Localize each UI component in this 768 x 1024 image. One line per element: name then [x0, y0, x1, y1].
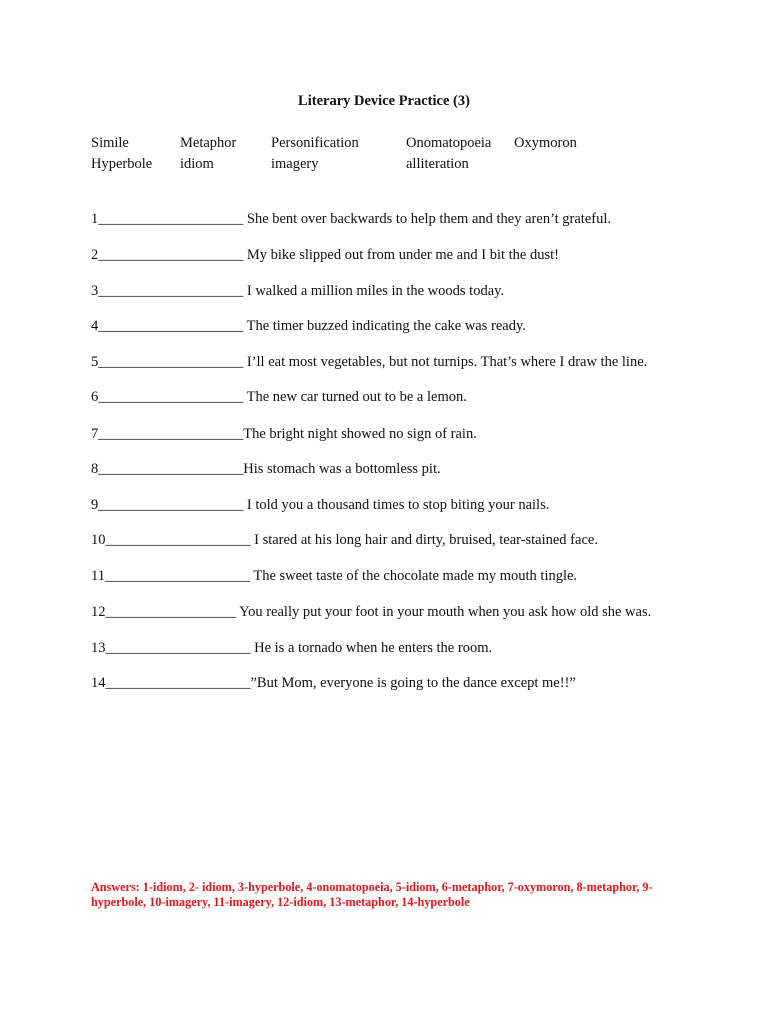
answer-blank: ____________________ [98, 389, 244, 405]
question-text: My bike slipped out from under me and I bit the dust! [243, 247, 559, 263]
question-text: The new car turned out to be a lemon. [243, 389, 467, 405]
question-item [91, 532, 598, 549]
answer-blank: ____________________ [105, 675, 251, 691]
term-metaphor: Metaphor [180, 135, 237, 151]
question-number: 6 [91, 389, 99, 405]
term-onomatopoeia: Onomatopoeia [406, 135, 492, 151]
question-item [91, 211, 611, 228]
answer-blank: ____________________ [98, 211, 244, 227]
question-item [91, 426, 477, 443]
question-text: The bright night showed no sign of rain. [243, 426, 477, 442]
question-text: His stomach was a bottomless pit. [243, 461, 441, 477]
question-item [91, 283, 504, 300]
answer-blank: ____________________ [98, 283, 244, 299]
question-number: 10 [91, 532, 106, 548]
answer-blank: ____________________ [98, 426, 244, 442]
question-item [91, 247, 559, 264]
question-number: 9 [91, 497, 99, 513]
question-text: He is a tornado when he enters the room. [250, 640, 493, 656]
answer-blank: ____________________ [98, 461, 244, 477]
answer-blank: __________________ [105, 604, 236, 620]
question-item [91, 389, 467, 406]
question-text: I walked a million miles in the woods today. [243, 283, 505, 299]
question-number: 2 [91, 247, 99, 263]
question-number: 8 [91, 461, 99, 477]
question-text: You really put your foot in your mouth when you ask how old she was. [236, 604, 652, 620]
answer-blank: ____________________ [98, 497, 244, 513]
answer-blank: ____________________ [105, 640, 251, 656]
term-oxymoron: Oxymoron [514, 135, 577, 151]
term-idiom: idiom [180, 156, 214, 172]
question-number: 11 [91, 568, 105, 584]
question-text: The timer buzzed indicating the cake was ready. [243, 318, 526, 334]
question-item [91, 318, 526, 335]
question-text: I told you a thousand times to stop biting your nails. [243, 497, 550, 513]
term-hyperbole: Hyperbole [91, 156, 153, 172]
term-alliteration: alliteration [406, 156, 469, 172]
question-text: I’ll eat most vegetables, but not turnips. That’s where I draw the line. [243, 354, 648, 370]
question-item [91, 640, 492, 657]
question-item [91, 354, 647, 371]
question-text: She bent over backwards to help them and they aren’t grateful. [243, 211, 611, 227]
answer-blank: ____________________ [98, 354, 244, 370]
question-number: 13 [91, 640, 106, 656]
term-personification: Personification [271, 135, 359, 151]
question-number: 7 [91, 426, 99, 442]
question-item [91, 675, 576, 692]
term-imagery: imagery [271, 156, 319, 172]
question-number: 12 [91, 604, 106, 620]
question-number: 3 [91, 283, 99, 299]
term-simile: Simile [91, 135, 129, 151]
question-item [91, 568, 577, 585]
question-text: The sweet taste of the chocolate made my mouth tingle. [249, 568, 578, 584]
answer-blank: ____________________ [105, 532, 251, 548]
page-title: Literary Device Practice (3) [298, 93, 470, 109]
question-text: ”But Mom, everyone is going to the dance except me!!” [250, 675, 576, 691]
answer-key: Answers: 1-idiom, 2- idiom, 3-hyperbole, 4-onomatopoeia, 5-idiom, 6-metaphor, 7-oxymoron, 8-metaphor, 9-hyperbole, 10-imagery, 11-imagery, 12-idiom, 13-metaphor, 14-hyperbole [91, 880, 653, 909]
question-number: 14 [91, 675, 106, 691]
question-item [91, 497, 549, 514]
question-number: 5 [91, 354, 99, 370]
answer-blank: ____________________ [104, 568, 250, 584]
question-number: 1 [91, 211, 99, 227]
question-item [91, 604, 651, 621]
question-text: I stared at his long hair and dirty, bruised, tear-stained face. [250, 532, 598, 548]
answer-blank: ____________________ [98, 247, 244, 263]
answer-blank: ____________________ [98, 318, 244, 334]
question-number: 4 [91, 318, 99, 334]
question-item [91, 461, 441, 478]
